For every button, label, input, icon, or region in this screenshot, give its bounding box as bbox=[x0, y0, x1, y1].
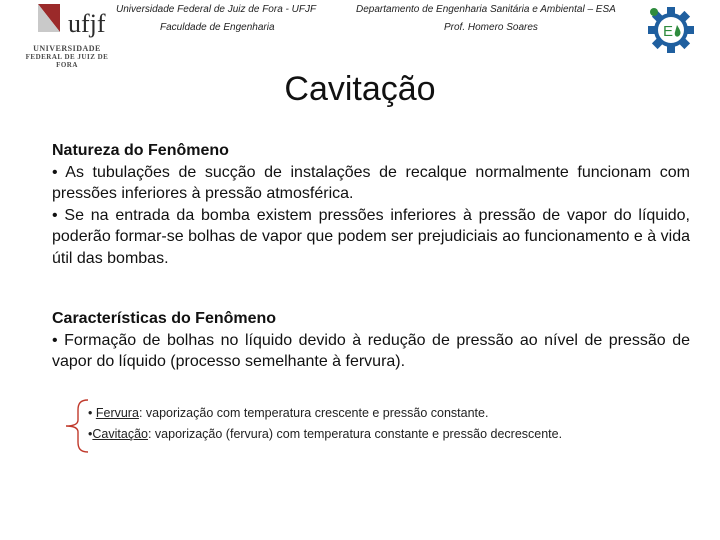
bullet-paragraph: • Se na entrada da bomba existem pressões inferiores à pressão de vapor do líquido, poderão formar-se bolhas de vapor que podem ser prejudiciais ao funcionamento e à vida útil das bombas. bbox=[52, 206, 690, 267]
ufjf-logo bbox=[14, 2, 120, 69]
definition-text: : vaporização (fervura) com temperatura constante e pressão decrescente. bbox=[147, 427, 563, 441]
header-faculty: Faculdade de Engenharia bbox=[160, 22, 275, 33]
term-cavitacao: Cavitação bbox=[92, 427, 148, 441]
esa-logo bbox=[646, 4, 696, 54]
esa-letter: E bbox=[663, 23, 674, 40]
bullet-paragraph: • Formação de bolhas no líquido devido à redução de pressão ao nível de pressão de vapor do líquido (processo semelhante à fervura). bbox=[52, 331, 690, 371]
bullet-marker: • bbox=[88, 406, 96, 420]
section-heading: Características do Fenômeno bbox=[52, 310, 277, 327]
section-caracteristicas bbox=[52, 308, 690, 373]
brace-icon bbox=[62, 398, 93, 454]
section-heading: Natureza do Fenômeno bbox=[52, 142, 229, 159]
ufjf-mark-text: ufjf bbox=[68, 9, 106, 38]
ufjf-mark-icon bbox=[14, 2, 120, 44]
page-title: Cavitação bbox=[284, 70, 436, 108]
gear-icon bbox=[646, 4, 696, 54]
header-professor: Prof. Homero Soares bbox=[444, 22, 538, 33]
term-fervura: Fervura bbox=[95, 406, 139, 420]
bullet-paragraph: • As tubulações de sucção de instalações de recalque normalmente funcionam com pressões inferiores à pressão atmosférica. bbox=[52, 163, 690, 203]
definitions-list bbox=[88, 403, 562, 445]
ufjf-logo-line2: FEDERAL DE JUIZ DE FORA bbox=[25, 53, 109, 69]
ufjf-logo-line1: UNIVERSIDADE bbox=[33, 44, 101, 53]
definition-text: : vaporização com temperatura crescente e pressão constante. bbox=[138, 406, 489, 420]
header-university: Universidade Federal de Juiz de Fora - UFJF bbox=[116, 4, 317, 15]
section-natureza bbox=[52, 140, 690, 270]
definition-item bbox=[88, 403, 562, 424]
bullet-marker: • bbox=[88, 427, 93, 441]
leaf-icon bbox=[650, 8, 658, 16]
header-department: Departamento de Engenharia Sanitária e Ambiental – ESA bbox=[356, 4, 616, 15]
definition-item bbox=[88, 424, 562, 445]
